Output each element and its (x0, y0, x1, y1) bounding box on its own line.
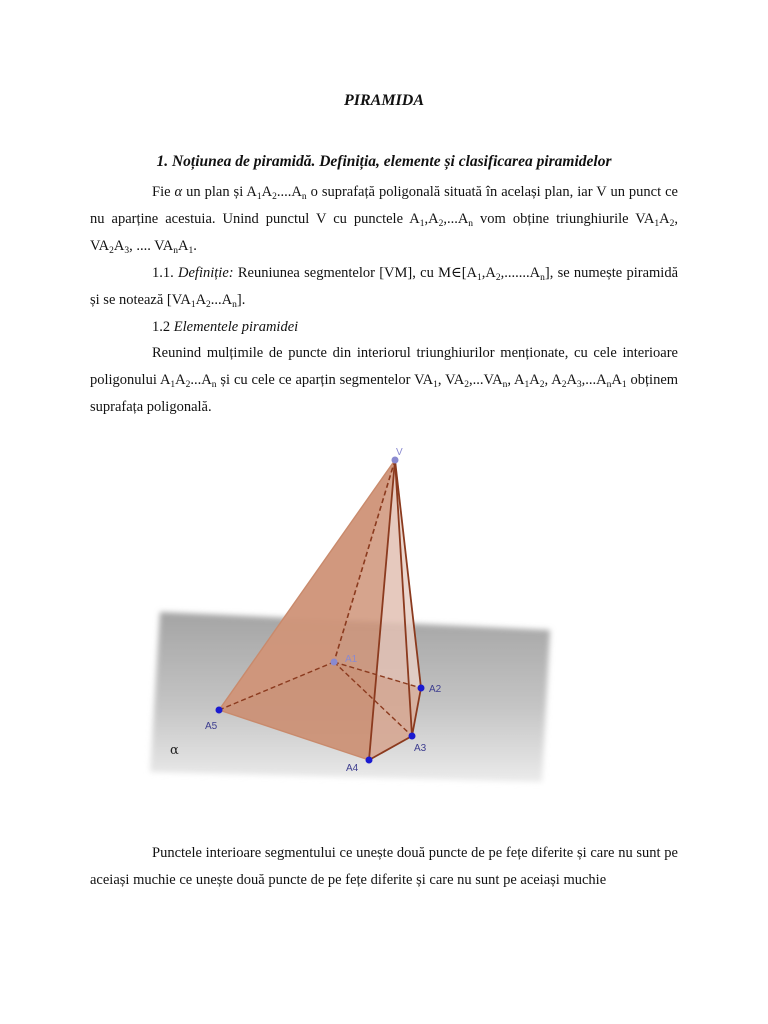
definition-number: 1.1. (152, 265, 179, 281)
intro-text: A (113, 238, 125, 254)
intro-text: . (193, 238, 197, 254)
subscript: 2 (561, 380, 567, 390)
subscript: 1 (170, 380, 176, 390)
intro-text: A (178, 238, 189, 254)
intro-text: A (659, 211, 670, 227)
subscript: 3 (576, 380, 582, 390)
definition-text: A (195, 292, 207, 308)
label-a2: A2 (429, 684, 442, 695)
point-a4 (366, 757, 373, 764)
subscript: 1 (188, 246, 194, 256)
alpha-symbol: α (174, 184, 183, 200)
subscript: 2 (438, 219, 444, 229)
subscript: n (211, 380, 217, 390)
label-a1: A1 (345, 654, 358, 665)
intro-paragraph (90, 179, 678, 260)
elements-text: obținem suprafața poligonală. (90, 372, 679, 415)
point-a1 (331, 659, 338, 666)
elements-text: ,...VA (469, 372, 503, 388)
subscript: 2 (109, 246, 114, 256)
definition-text: Reuniunea segmentelor [VM], cu M∈[A (233, 265, 478, 281)
page-title: PIRAMIDA (343, 92, 425, 109)
label-a3: A3 (414, 743, 427, 754)
subscript: n (606, 380, 612, 390)
elements-text: A (175, 372, 186, 388)
subscript: 1 (524, 380, 530, 390)
intro-text: Fie (152, 184, 175, 200)
definition-text: ], se numește piramidă și se notează [VA (90, 265, 679, 308)
subscript: 3 (124, 246, 130, 256)
elements-paragraph (90, 340, 678, 421)
definition-text: ]. (236, 292, 246, 308)
subscript: 1 (256, 192, 262, 202)
subscript: n (468, 219, 474, 229)
subscript: n (173, 246, 178, 256)
intro-text: ,...A (443, 211, 469, 227)
elements-text: , A (544, 372, 562, 388)
definition-label: Definiție: (178, 265, 234, 281)
subscript: 2 (185, 380, 191, 390)
subscript: n (232, 300, 237, 310)
subscript: n (301, 192, 307, 202)
subscript: 2 (539, 380, 545, 390)
definition-paragraph (90, 260, 678, 314)
subscript: 1 (621, 380, 627, 390)
definition-text: ...A (210, 292, 233, 308)
intro-text: A (261, 184, 273, 200)
elements-text: A (529, 372, 540, 388)
subscript: 1 (654, 219, 660, 229)
elements-text: Reunind mulțimile de puncte din interiorul triunghiurilor menționate, cu cele interioare poligonului A (90, 345, 678, 388)
pyramid-diagram (140, 440, 560, 790)
intro-text: , VA (90, 211, 678, 254)
elements-text: , VA (437, 372, 465, 388)
subscript: 1 (433, 380, 438, 390)
intro-text: ....A (276, 184, 302, 200)
elements-text: , A (507, 372, 525, 388)
intro-text: un plan și A (182, 184, 257, 200)
elements-text: ,...A (581, 372, 607, 388)
label-a4: A4 (346, 763, 359, 774)
label-v: V (396, 447, 403, 458)
point-a3 (409, 733, 416, 740)
subscript: 2 (206, 300, 211, 310)
subscript: n (540, 273, 545, 283)
definition-text: ,.......A (500, 265, 541, 281)
elements-label: Elementele piramidei (173, 319, 299, 335)
intro-text: vom obține triunghiurile VA (473, 211, 655, 227)
label-a5: A5 (205, 721, 218, 732)
intro-text: , .... VA (129, 238, 174, 254)
subscript: 2 (464, 380, 469, 390)
closing-paragraph: Punctele interioare segmentului ce unește două puncte de pe fețe diferite și care nu sunt pe aceiași muchie ce unește două puncte de pe fețe diferite și care nu sunt pe aceiași muchie (90, 845, 678, 888)
intro-text: o suprafață poligonală situată în același plan, iar V un punct ce nu aparține acestuia. Unind punctul V cu punctele A (90, 184, 678, 227)
subscript: 2 (669, 219, 675, 229)
elements-text: ...A (190, 372, 212, 388)
intro-text: ,A (424, 211, 439, 227)
point-a2 (418, 685, 425, 692)
elements-number: 1.2 (152, 319, 174, 335)
elements-heading (90, 314, 678, 341)
label-plane-alpha: α (170, 743, 179, 758)
elements-text: A (611, 372, 622, 388)
subscript: 2 (495, 273, 501, 283)
elements-text: și cu cele ce aparțin segmentelor VA (216, 372, 434, 388)
pyramid-figure (140, 440, 560, 790)
subscript: 2 (272, 192, 277, 202)
subscript: 1 (419, 219, 425, 229)
definition-text: ,A (481, 265, 496, 281)
section-heading: 1. Noțiunea de piramidă. Definiția, elemente și clasificarea piramidelor (156, 153, 612, 170)
elements-text: A (566, 372, 577, 388)
subscript: 1 (477, 273, 482, 283)
subscript: n (502, 380, 508, 390)
subscript: 1 (190, 300, 196, 310)
point-a5 (216, 707, 223, 714)
